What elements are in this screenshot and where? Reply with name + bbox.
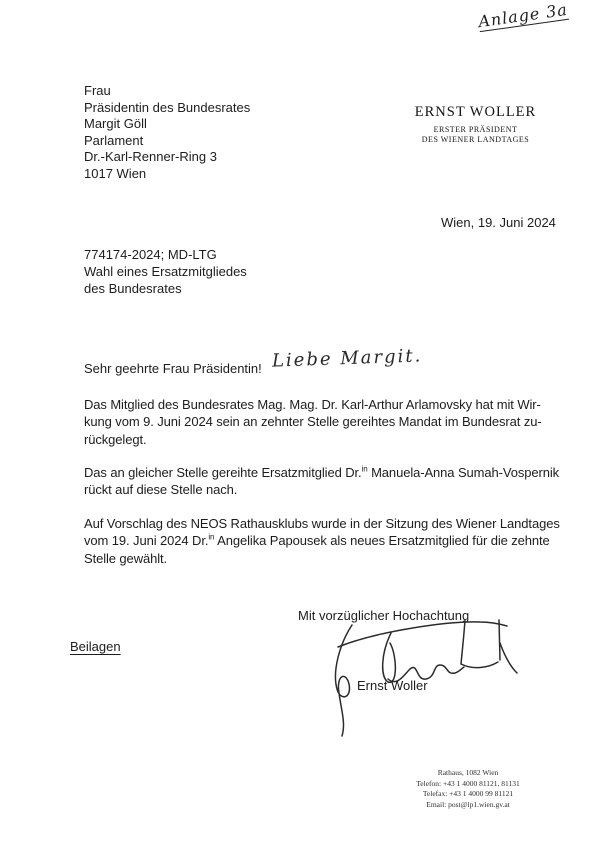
salutation: Sehr geehrte Frau Präsidentin! [84,361,262,376]
reference-block [84,246,247,297]
subject-line: Wahl eines Ersatzmitgliedes [84,264,247,279]
dateline: Wien, 19. Juni 2024 [441,215,556,230]
signer-name: Ernst Woller [357,678,428,693]
recipient-line: Parlament [84,132,144,148]
signature-ink [328,613,528,738]
subject-line: des Bundesrates [84,281,182,296]
footer-fax: Telefax: +43 1 4000 99 81121 [422,789,514,798]
recipient-address [84,83,250,183]
closing-formula: Mit vorzüglicher Hochachtung [298,608,470,623]
recipient-line: Margit Göll [84,116,147,132]
letterhead-title: ERSTER PRÄSIDENT DES WIENER LANDTAGES [421,125,530,144]
letterhead [398,104,553,144]
recipient-line: Präsidentin des Bundesrates [84,99,251,115]
body-paragraph-2: Das an gleicher Stelle gereihte Ersatzmitglied Dr.$^{in}$ Manuela-Anna Sumah-Vospernik rückt auf diese Stelle nach. [84,464,560,498]
footer-email: Email: post@lp1.wien.gv.at [426,799,510,809]
footer-address: Rathaus, 1082 Wien [437,768,499,777]
handwritten-greeting: Liebe Margit. [271,345,423,372]
handwritten-annotation: Anlage 3a [477,0,569,32]
gender-superscript: in [361,464,368,474]
gender-superscript: in [208,533,215,543]
recipient-line: Dr.-Karl-Renner-Ring 3 [84,149,217,165]
footer-phone: Telefon: +43 1 4000 81121, 81131 [416,778,520,788]
enclosures-note: Beilagen [70,639,121,654]
body-paragraph-3: Auf Vorschlag des NEOS Rathausklubs wurde in der Sitzung des Wiener Landtages vom 19. Juni 2024 Dr.$^{in}$ Angelika Papousek als neues Ersatzmitglied für die zehnte Stelle gewählt. [84,516,560,566]
body-paragraph-1: Das Mitglied des Bundesrates Mag. Mag. Dr. Karl-Arthur Arlamovsky hat mit Wir- kung vom 9. Juni 2024 sein an zehnter Stelle gereihtes Mandat im Bundesrat zu- rückgelegt. [84,397,542,447]
reference-number: 774174-2024; MD-LTG [84,247,217,262]
letterhead-name: ERNST WOLLER [414,104,537,120]
recipient-line: 1017 Wien [84,165,147,181]
footer-contact-block [388,768,548,810]
recipient-line: Frau [84,83,111,98]
